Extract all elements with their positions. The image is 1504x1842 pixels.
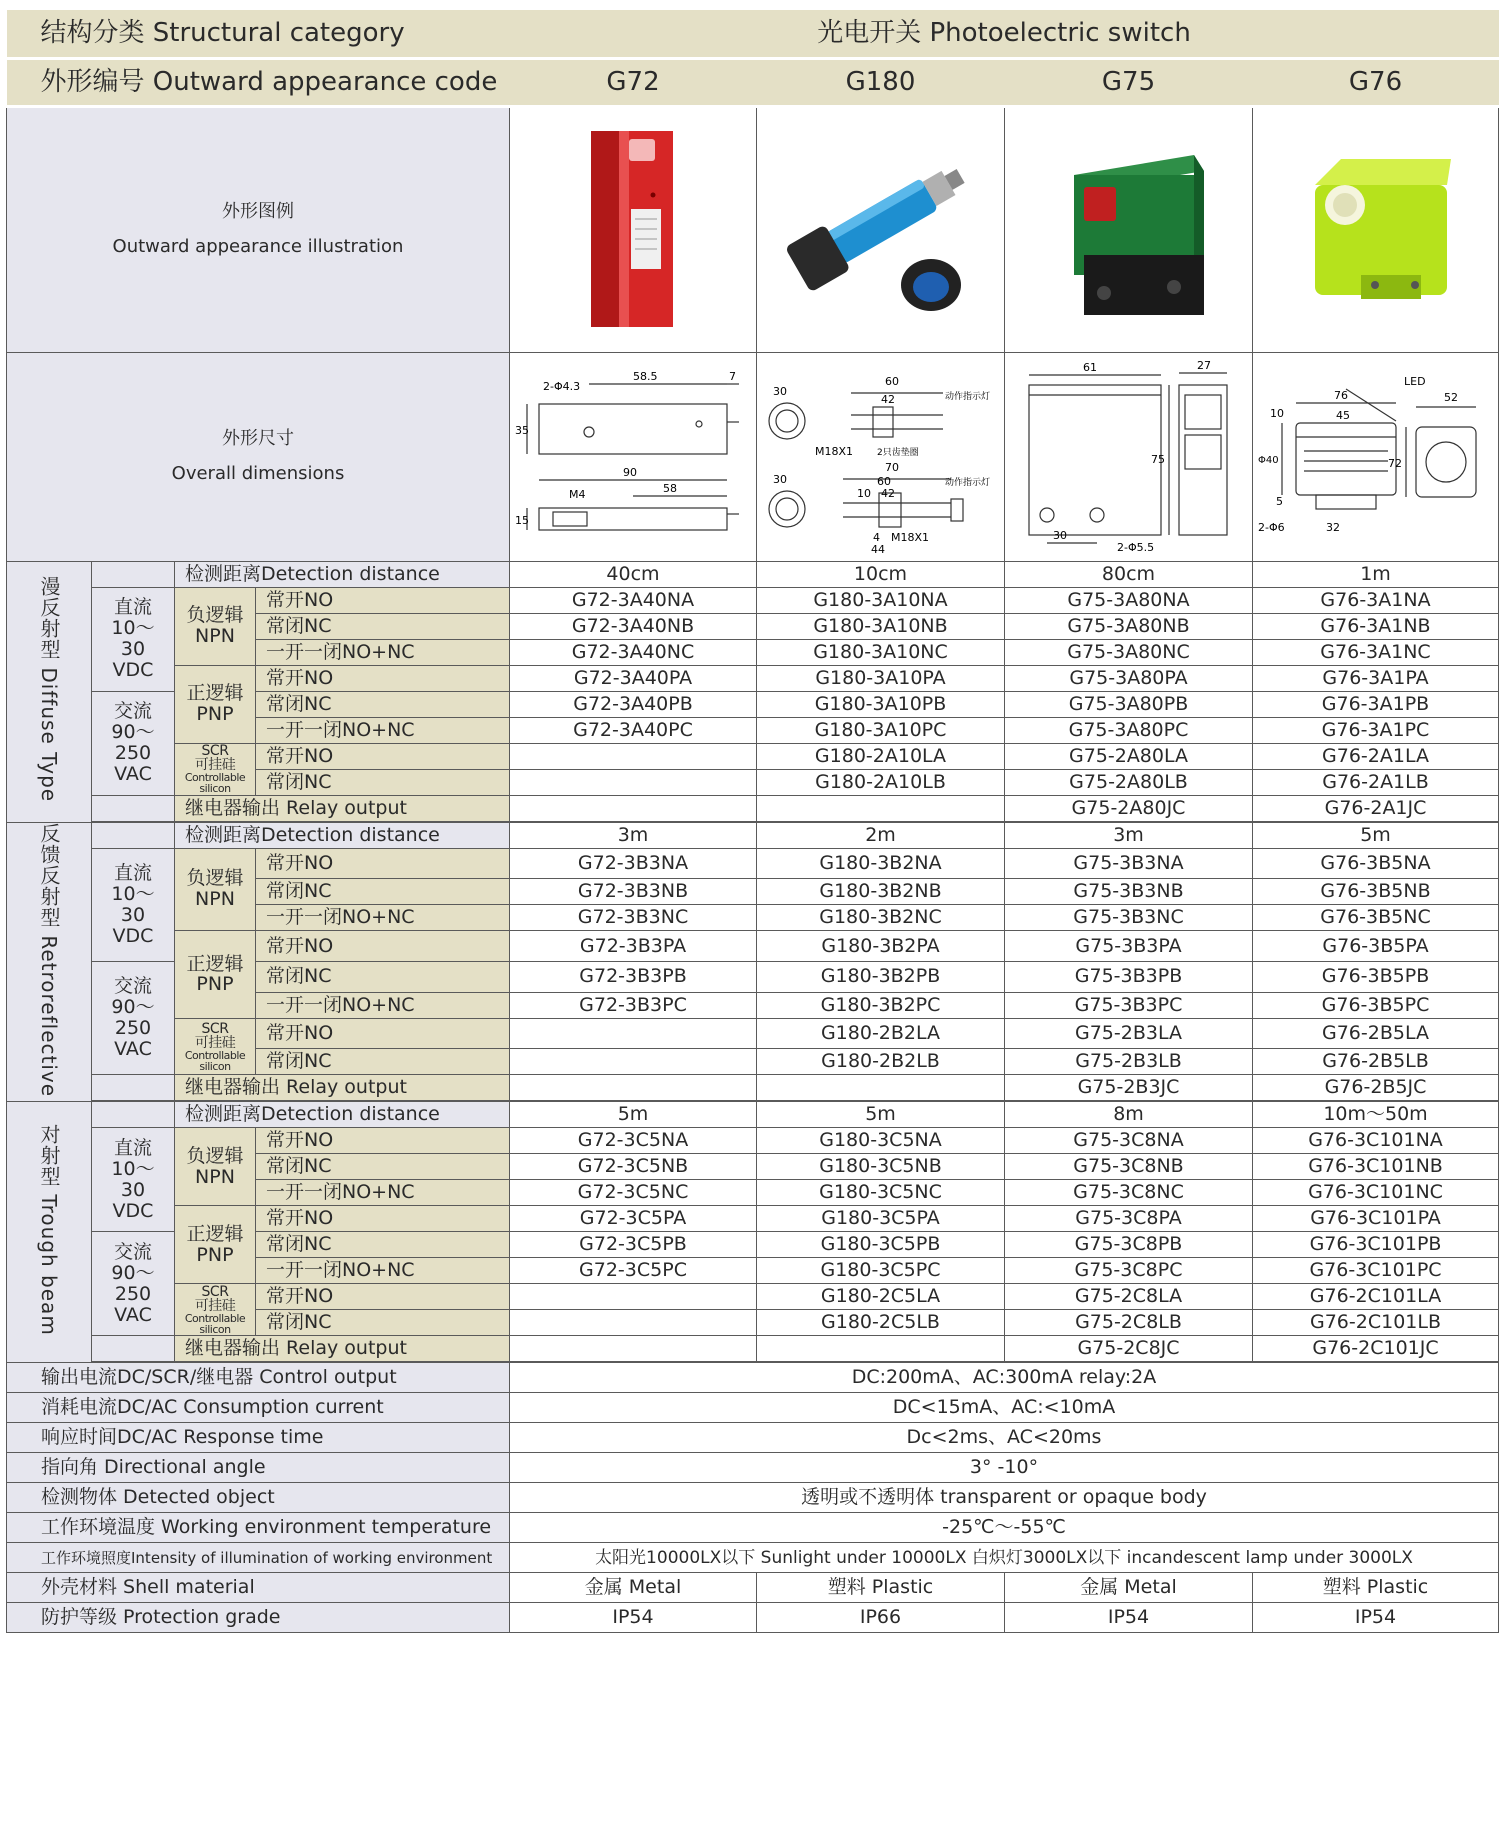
g72-dim-m4: M4	[569, 487, 586, 501]
dimensions-label-cn: 外形尺寸	[222, 428, 294, 450]
model-cell: G75-2C8LA	[1005, 1284, 1253, 1310]
shell-value: 塑料 Plastic	[757, 1573, 1005, 1603]
model-cell: G72-3C5PA	[510, 1206, 757, 1232]
group0-row0	[7, 587, 1499, 613]
model-cell: G75-3B3NC	[1005, 905, 1253, 931]
group1-type	[7, 822, 92, 1102]
model-cell: G180-3B2NA	[757, 848, 1005, 879]
model-cell: G180-3B2NC	[757, 905, 1005, 931]
g72-dim-35: 35	[515, 423, 529, 437]
spec-row-shell	[7, 1573, 1499, 1603]
group2-dc: 直流 10～ 30 VDC	[92, 1128, 175, 1232]
model-cell: G72-3A40NC	[510, 639, 757, 665]
spec-row-response	[7, 1423, 1499, 1453]
g75-dim-61: 61	[1082, 361, 1097, 374]
group2-nc-label: 常闭NC	[256, 1154, 510, 1180]
model-cell: G76-3A1NB	[1253, 613, 1499, 639]
group2-distance-row	[7, 1102, 1499, 1128]
model-cell: G72-3C5NA	[510, 1128, 757, 1154]
group0-nc-label: 常闭NC	[256, 613, 510, 639]
model-cell: G72-3C5NB	[510, 1154, 757, 1180]
model-cell: G75-2B3JC	[1005, 1075, 1253, 1101]
group1-row0	[7, 848, 1499, 879]
group1-distance-g72: 3m	[510, 822, 757, 848]
model-cell: G72-3B3NB	[510, 879, 757, 905]
g180-dim-60b: 60	[876, 475, 891, 488]
model-cell	[510, 1018, 757, 1049]
group1-row3	[7, 931, 1499, 962]
g76-dim-holes: 2-Φ6	[1257, 520, 1285, 534]
group1-nc-label: 常闭NC	[256, 961, 510, 992]
model-cell: G76-3B5PC	[1253, 992, 1499, 1018]
model-cell: G76-3C101NA	[1253, 1128, 1499, 1154]
code-label: 外形编号 Outward appearance code	[7, 58, 510, 106]
model-cell: G75-2B3LB	[1005, 1049, 1253, 1075]
g72-dim-15: 15	[515, 513, 529, 527]
group2-row6	[7, 1284, 1499, 1310]
g72-dim-7: 7	[729, 369, 736, 383]
g72-dim-90: 90	[623, 465, 637, 479]
group0-type-label: 漫反射型 Diffuse Type	[37, 576, 61, 803]
code-g72: G72	[510, 58, 757, 106]
group0-no-label: 常开NO	[256, 743, 510, 769]
group0-relay-label: 继电器输出 Relay output	[175, 795, 510, 821]
group0-no-label: 常开NO	[256, 665, 510, 691]
model-cell	[510, 1075, 757, 1101]
model-cell	[510, 1284, 757, 1310]
dimensions-label	[7, 352, 510, 561]
group1-no-label: 常开NO	[256, 1018, 510, 1049]
category-value: 光电开关 Photoelectric switch	[510, 10, 1499, 58]
group0-nonc-label: 一开一闭NO+NC	[256, 639, 510, 665]
model-cell: G180-3A10NC	[757, 639, 1005, 665]
spec-value: -25℃～-55℃	[510, 1513, 1499, 1543]
g76-dim-72: 72	[1387, 456, 1402, 470]
g180-indicator-b: 动作指示灯	[944, 478, 990, 488]
spec-label: 工作环境温度 Working environment temperature	[7, 1513, 510, 1543]
g76-dim-5: 5	[1275, 494, 1283, 508]
group2-distance-g76: 10m～50m	[1253, 1102, 1499, 1128]
model-cell: G180-3A10PA	[757, 665, 1005, 691]
model-cell	[510, 1049, 757, 1075]
model-cell: G180-3A10NA	[757, 587, 1005, 613]
g72-dim-58: 58	[663, 481, 677, 495]
model-cell: G180-3B2PB	[757, 961, 1005, 992]
group0-distance-g72: 40cm	[510, 561, 757, 587]
group2-ac: 交流 90～ 250 VAC	[92, 1232, 175, 1336]
model-cell: G76-2C101LB	[1253, 1310, 1499, 1336]
model-cell: G75-3A80NA	[1005, 587, 1253, 613]
spec-label: 消耗电流DC/AC Consumption current	[7, 1393, 510, 1423]
model-cell	[757, 1336, 1005, 1362]
g72-dim-holes: 2-Φ4.3	[543, 379, 581, 393]
group2-row0	[7, 1128, 1499, 1154]
spec-label: 检测物体 Detected object	[7, 1483, 510, 1513]
model-cell	[510, 795, 757, 821]
g180-dim-10: 10	[856, 487, 871, 500]
group2-nonc-label: 一开一闭NO+NC	[256, 1258, 510, 1284]
model-cell: G76-3C101PC	[1253, 1258, 1499, 1284]
protection-value: IP54	[1005, 1603, 1253, 1633]
model-cell: G76-3C101PA	[1253, 1206, 1499, 1232]
group2-row8	[7, 1336, 1499, 1362]
spec-value: 透明或不透明体 transparent or opaque body	[510, 1483, 1499, 1513]
model-cell: G75-3B3NB	[1005, 879, 1253, 905]
dimensions-row	[7, 352, 1499, 561]
group0-distance-g75: 80cm	[1005, 561, 1253, 587]
g180-dim-m18a: M18X1	[814, 445, 853, 458]
model-cell: G180-3C5PA	[757, 1206, 1005, 1232]
drawing-g72	[510, 352, 757, 561]
group1-type-label: 反馈反射型 Retroreflective	[37, 822, 61, 1097]
illustration-label-cn: 外形图例	[222, 201, 294, 223]
group2-type-label: 对射型 Trough beam	[37, 1124, 61, 1336]
model-cell: G72-3B3NA	[510, 848, 757, 879]
model-cell: G180-2B2LB	[757, 1049, 1005, 1075]
group0-row8	[7, 795, 1499, 821]
group2-nc-label: 常闭NC	[256, 1232, 510, 1258]
group2-scr: SCR 可挂硅 Controllable silicon	[175, 1284, 256, 1336]
spec-value: Dc<2ms、AC<20ms	[510, 1423, 1499, 1453]
g76-dim-45: 45	[1335, 408, 1350, 422]
g180-dim-m18b: M18X1	[890, 531, 929, 544]
group0-npn: 负逻辑 NPN	[175, 587, 256, 665]
photo-g72	[510, 106, 757, 352]
model-cell: G180-2A10LA	[757, 743, 1005, 769]
model-cell: G75-3B3NA	[1005, 848, 1253, 879]
model-cell: G76-2B5JC	[1253, 1075, 1499, 1101]
model-cell: G72-3A40PC	[510, 717, 757, 743]
group0-type	[7, 561, 92, 822]
model-cell: G72-3C5PC	[510, 1258, 757, 1284]
group1-distance-g75: 3m	[1005, 822, 1253, 848]
model-cell: G75-3A80PC	[1005, 717, 1253, 743]
code-g75: G75	[1005, 58, 1253, 106]
g76-led-label: LED	[1403, 374, 1426, 388]
shell-label: 外壳材料 Shell material	[7, 1573, 510, 1603]
drawing-g180	[757, 352, 1005, 561]
group1-nonc-label: 一开一闭NO+NC	[256, 905, 510, 931]
model-cell	[757, 1075, 1005, 1101]
model-cell: G76-3C101NC	[1253, 1180, 1499, 1206]
model-cell: G180-2C5LB	[757, 1310, 1005, 1336]
model-cell: G180-2C5LA	[757, 1284, 1005, 1310]
g72-sensor-image	[573, 125, 693, 335]
group1-nonc-label: 一开一闭NO+NC	[256, 992, 510, 1018]
model-cell: G72-3C5NC	[510, 1180, 757, 1206]
group0-nc-label: 常闭NC	[256, 691, 510, 717]
model-cell: G180-3C5NC	[757, 1180, 1005, 1206]
model-cell: G76-2A1LB	[1253, 769, 1499, 795]
model-cell: G76-3B5NB	[1253, 879, 1499, 905]
model-cell: G76-2B5LA	[1253, 1018, 1499, 1049]
g72-dimension-drawing	[513, 362, 753, 552]
model-cell: G76-2A1LA	[1253, 743, 1499, 769]
model-cell: G180-3C5PB	[757, 1232, 1005, 1258]
g76-dim-10: 10	[1269, 406, 1284, 420]
group2-type	[7, 1102, 92, 1363]
model-cell: G76-3B5NA	[1253, 848, 1499, 879]
spec-row-angle	[7, 1453, 1499, 1483]
model-cell: G180-3B2PC	[757, 992, 1005, 1018]
code-g76: G76	[1253, 58, 1499, 106]
group0-scr: SCR 可挂硅 Controllable silicon	[175, 743, 256, 795]
model-cell: G76-2B5LB	[1253, 1049, 1499, 1075]
g75-dimension-drawing	[1009, 359, 1249, 554]
model-cell: G76-2C101JC	[1253, 1336, 1499, 1362]
model-cell: G76-3C101PB	[1253, 1232, 1499, 1258]
model-cell: G75-2A80LB	[1005, 769, 1253, 795]
g180-dim-42a: 42	[880, 393, 895, 406]
spec-row-protection	[7, 1603, 1499, 1633]
model-cell	[510, 743, 757, 769]
spec-row-output	[7, 1363, 1499, 1393]
model-cell: G75-3C8PB	[1005, 1232, 1253, 1258]
group2-distance-label: 检测距离Detection distance	[175, 1102, 510, 1128]
group2-row3	[7, 1206, 1499, 1232]
g75-dim-30: 30	[1052, 529, 1067, 542]
spec-row-consumption	[7, 1393, 1499, 1423]
g180-dim-4: 4	[872, 531, 880, 544]
model-cell: G75-3C8NC	[1005, 1180, 1253, 1206]
model-cell: G75-3C8NB	[1005, 1154, 1253, 1180]
spec-table	[6, 10, 1499, 1633]
code-g180: G180	[757, 58, 1005, 106]
model-cell: G75-3A80NC	[1005, 639, 1253, 665]
model-cell: G72-3B3PB	[510, 961, 757, 992]
model-cell	[510, 1336, 757, 1362]
model-cell: G180-3B2PA	[757, 931, 1005, 962]
spec-label: 指向角 Directional angle	[7, 1453, 510, 1483]
spec-sheet	[6, 10, 1498, 1836]
model-cell: G180-3A10NB	[757, 613, 1005, 639]
model-cell: G72-3A40NB	[510, 613, 757, 639]
g180-dim-44: 44	[870, 543, 885, 554]
shell-value: 金属 Metal	[1005, 1573, 1253, 1603]
g180-dim-70: 70	[884, 461, 899, 474]
model-cell: G76-3B5PB	[1253, 961, 1499, 992]
group0-distance-label: 检测距离Detection distance	[175, 561, 510, 587]
model-cell	[757, 795, 1005, 821]
spec-value: DC<15mA、AC:<10mA	[510, 1393, 1499, 1423]
model-cell: G72-3A40PB	[510, 691, 757, 717]
group2-distance-g180: 5m	[757, 1102, 1005, 1128]
model-cell: G75-3A80PA	[1005, 665, 1253, 691]
group2-distance-g72: 5m	[510, 1102, 757, 1128]
g180-indicator-a: 动作指示灯	[944, 392, 990, 402]
group2-npn: 负逻辑 NPN	[175, 1128, 256, 1206]
group0-nc-label: 常闭NC	[256, 769, 510, 795]
category-label: 结构分类 Structural category	[7, 10, 510, 58]
category-row	[7, 10, 1499, 58]
illustration-row	[7, 106, 1499, 352]
model-cell: G180-3C5NB	[757, 1154, 1005, 1180]
g180-dim-30b: 30	[772, 473, 787, 486]
model-cell: G76-3B5PA	[1253, 931, 1499, 962]
group1-distance-g180: 2m	[757, 822, 1005, 848]
spec-value: 3° -10°	[510, 1453, 1499, 1483]
group0-no-label: 常开NO	[256, 587, 510, 613]
protection-value: IP66	[757, 1603, 1005, 1633]
g76-dim-76: 76	[1333, 388, 1348, 402]
model-cell: G72-3B3NC	[510, 905, 757, 931]
model-cell: G76-3A1PB	[1253, 691, 1499, 717]
model-cell: G76-3A1NC	[1253, 639, 1499, 665]
g76-dim-52: 52	[1443, 390, 1458, 404]
model-cell: G75-2C8JC	[1005, 1336, 1253, 1362]
g180-dim-30a: 30	[772, 385, 787, 398]
model-cell: G75-3C8PA	[1005, 1206, 1253, 1232]
group2-pnp: 正逻辑 PNP	[175, 1206, 256, 1284]
g75-sensor-image	[1044, 135, 1214, 325]
model-cell: G72-3C5PB	[510, 1232, 757, 1258]
spec-label: 工作环境照度Intensity of illumination of working environment	[7, 1543, 510, 1573]
model-cell: G72-3B3PA	[510, 931, 757, 962]
model-cell: G76-3A1PA	[1253, 665, 1499, 691]
group1-row6	[7, 1018, 1499, 1049]
group2-nonc-label: 一开一闭NO+NC	[256, 1180, 510, 1206]
group0-row3	[7, 665, 1499, 691]
illustration-label-en: Outward appearance illustration	[112, 235, 404, 257]
model-cell: G180-2B2LA	[757, 1018, 1005, 1049]
shell-value: 塑料 Plastic	[1253, 1573, 1499, 1603]
group1-distance-g76: 5m	[1253, 822, 1499, 848]
model-cell: G180-3C5NA	[757, 1128, 1005, 1154]
group1-no-label: 常开NO	[256, 931, 510, 962]
spec-row-object	[7, 1483, 1499, 1513]
group1-distance-row	[7, 822, 1499, 848]
illustration-label	[7, 106, 510, 352]
g76-dimension-drawing	[1256, 367, 1496, 547]
group1-relay-label: 继电器输出 Relay output	[175, 1075, 510, 1101]
photo-g180	[757, 106, 1005, 352]
g180-dim-60a: 60	[884, 375, 899, 388]
model-cell: G180-3A10PC	[757, 717, 1005, 743]
group2-no-label: 常开NO	[256, 1284, 510, 1310]
model-cell: G75-2C8LB	[1005, 1310, 1253, 1336]
model-cell: G75-2A80LA	[1005, 743, 1253, 769]
model-cell: G76-3B5NC	[1253, 905, 1499, 931]
protection-value: IP54	[1253, 1603, 1499, 1633]
photo-g76	[1253, 106, 1499, 352]
spec-row-illumination	[7, 1543, 1499, 1573]
model-cell: G72-3A40PA	[510, 665, 757, 691]
model-cell: G72-3B3PC	[510, 992, 757, 1018]
group0-nonc-label: 一开一闭NO+NC	[256, 717, 510, 743]
model-cell: G75-3C8NA	[1005, 1128, 1253, 1154]
g75-dim-holes: 2-Φ5.5	[1116, 541, 1154, 554]
g72-dim-58-5: 58.5	[633, 369, 658, 383]
model-cell: G180-3A10PB	[757, 691, 1005, 717]
drawing-g75	[1005, 352, 1253, 561]
g76-sensor-image	[1281, 145, 1471, 315]
group2-relay-label: 继电器输出 Relay output	[175, 1336, 510, 1362]
protection-label: 防护等级 Protection grade	[7, 1603, 510, 1633]
model-cell: G180-3C5PC	[757, 1258, 1005, 1284]
group0-distance-row	[7, 561, 1499, 587]
group2-distance-g75: 8m	[1005, 1102, 1253, 1128]
g76-dim-32: 32	[1325, 520, 1340, 534]
model-cell: G76-3C101NB	[1253, 1154, 1499, 1180]
model-cell: G75-3A80PB	[1005, 691, 1253, 717]
g76-dim-phi40: Φ40	[1257, 454, 1279, 466]
group1-nc-label: 常闭NC	[256, 879, 510, 905]
group2-no-label: 常开NO	[256, 1128, 510, 1154]
group1-distance-label: 检测距离Detection distance	[175, 822, 510, 848]
model-cell: G75-2B3LA	[1005, 1018, 1253, 1049]
group2-no-label: 常开NO	[256, 1206, 510, 1232]
model-cell: G76-2A1JC	[1253, 795, 1499, 821]
spec-row-temperature	[7, 1513, 1499, 1543]
model-cell: G75-3B3PA	[1005, 931, 1253, 962]
group1-no-label: 常开NO	[256, 848, 510, 879]
group0-ac: 交流 90～ 250 VAC	[92, 691, 175, 795]
g180-sensor-image	[771, 135, 991, 325]
group0-distance-g180: 10cm	[757, 561, 1005, 587]
group0-distance-g76: 1m	[1253, 561, 1499, 587]
group2-nc-label: 常闭NC	[256, 1310, 510, 1336]
group1-nc-label: 常闭NC	[256, 1049, 510, 1075]
model-cell: G75-3B3PC	[1005, 992, 1253, 1018]
g180-washers: 2只齿垫圈	[876, 448, 919, 458]
spec-label: 响应时间DC/AC Response time	[7, 1423, 510, 1453]
g180-dim-42b: 42	[880, 487, 895, 500]
model-cell: G180-3B2NB	[757, 879, 1005, 905]
model-cell: G75-2A80JC	[1005, 795, 1253, 821]
model-cell: G76-3A1NA	[1253, 587, 1499, 613]
model-cell: G76-2C101LA	[1253, 1284, 1499, 1310]
g180-dimension-drawing	[761, 359, 1001, 554]
group1-ac: 交流 90～ 250 VAC	[92, 961, 175, 1074]
model-cell: G75-3B3PB	[1005, 961, 1253, 992]
protection-value: IP54	[510, 1603, 757, 1633]
group0-row6	[7, 743, 1499, 769]
group1-scr: SCR 可挂硅 Controllable silicon	[175, 1018, 256, 1075]
code-row	[7, 58, 1499, 106]
g75-dim-27: 27	[1196, 359, 1211, 372]
group1-pnp: 正逻辑 PNP	[175, 931, 256, 1018]
spec-value: DC:200mA、AC:300mA relay:2A	[510, 1363, 1499, 1393]
g75-dim-75: 75	[1150, 453, 1165, 466]
group0-pnp: 正逻辑 PNP	[175, 665, 256, 743]
model-cell: G72-3A40NA	[510, 587, 757, 613]
spec-value: 太阳光10000LX以下 Sunlight under 10000LX 白炽灯3000LX以下 incandescent lamp under 3000LX	[510, 1543, 1499, 1573]
model-cell: G75-3C8PC	[1005, 1258, 1253, 1284]
photo-g75	[1005, 106, 1253, 352]
model-cell	[510, 769, 757, 795]
shell-value: 金属 Metal	[510, 1573, 757, 1603]
model-cell: G75-3A80NB	[1005, 613, 1253, 639]
model-cell	[510, 1310, 757, 1336]
drawing-g76	[1253, 352, 1499, 561]
spec-label: 输出电流DC/SCR/继电器 Control output	[7, 1363, 510, 1393]
group0-dc: 直流 10～ 30 VDC	[92, 587, 175, 691]
dimensions-label-en: Overall dimensions	[171, 462, 345, 484]
group1-dc: 直流 10～ 30 VDC	[92, 848, 175, 961]
group1-row8	[7, 1075, 1499, 1101]
model-cell: G76-3A1PC	[1253, 717, 1499, 743]
group1-npn: 负逻辑 NPN	[175, 848, 256, 931]
model-cell: G180-2A10LB	[757, 769, 1005, 795]
